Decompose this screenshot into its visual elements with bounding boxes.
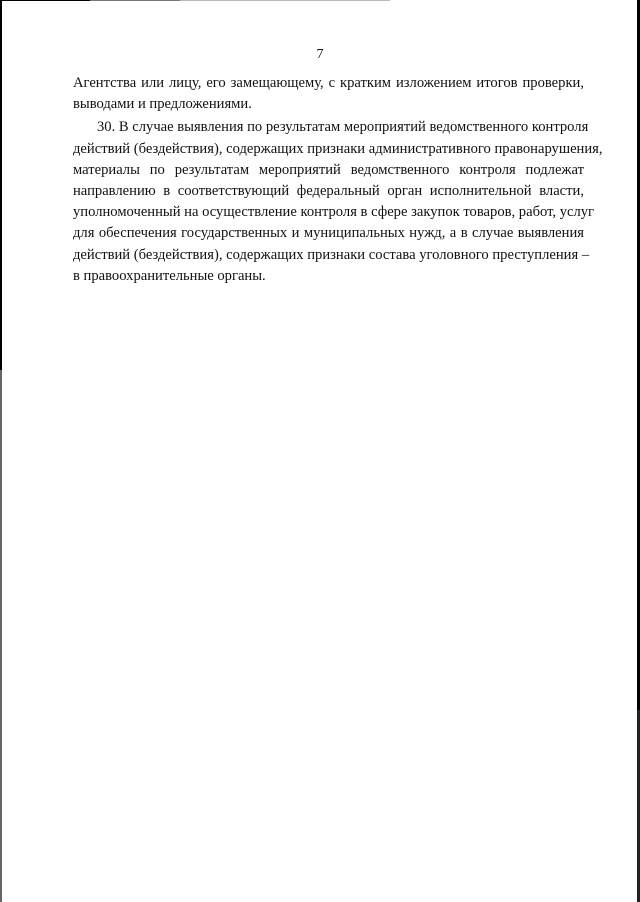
- text-line: выводами и предложениями.: [73, 96, 252, 113]
- text-line: 30. В случае выявления по результатам мероприятий ведомственного контроля: [97, 119, 589, 136]
- text-line: Агентства или лицу, его замещающему, с кратким изложением итогов проверки,: [73, 75, 584, 91]
- scan-border-left-lower: [0, 370, 2, 902]
- paragraph-item-30: [73, 117, 603, 287]
- paragraph-continuation: [73, 73, 584, 115]
- text-line: для обеспечения государственных и муниципальных нужд, а в случае выявления: [73, 225, 584, 242]
- text-line: действий (бездействия), содержащих признаки административного правонарушения,: [73, 140, 603, 157]
- text-line: материалы по результатам мероприятий ведомственного контроля подлежат: [73, 161, 584, 178]
- text-line: направлению в соответствующий федеральный орган исполнительной власти,: [73, 182, 584, 199]
- scan-border-top-mid: [90, 0, 180, 1]
- scan-border-top: [0, 0, 90, 1]
- text-line: в правоохранительные органы.: [73, 267, 266, 284]
- page-number: 7: [316, 47, 324, 62]
- text-line: уполномоченный на осуществление контроля в сфере закупок товаров, работ, услуг: [73, 204, 595, 221]
- document-body: [73, 73, 603, 287]
- text-line: действий (бездействия), содержащих признаки состава уголовного преступления –: [73, 246, 590, 263]
- scan-border-top-light: [180, 0, 390, 1]
